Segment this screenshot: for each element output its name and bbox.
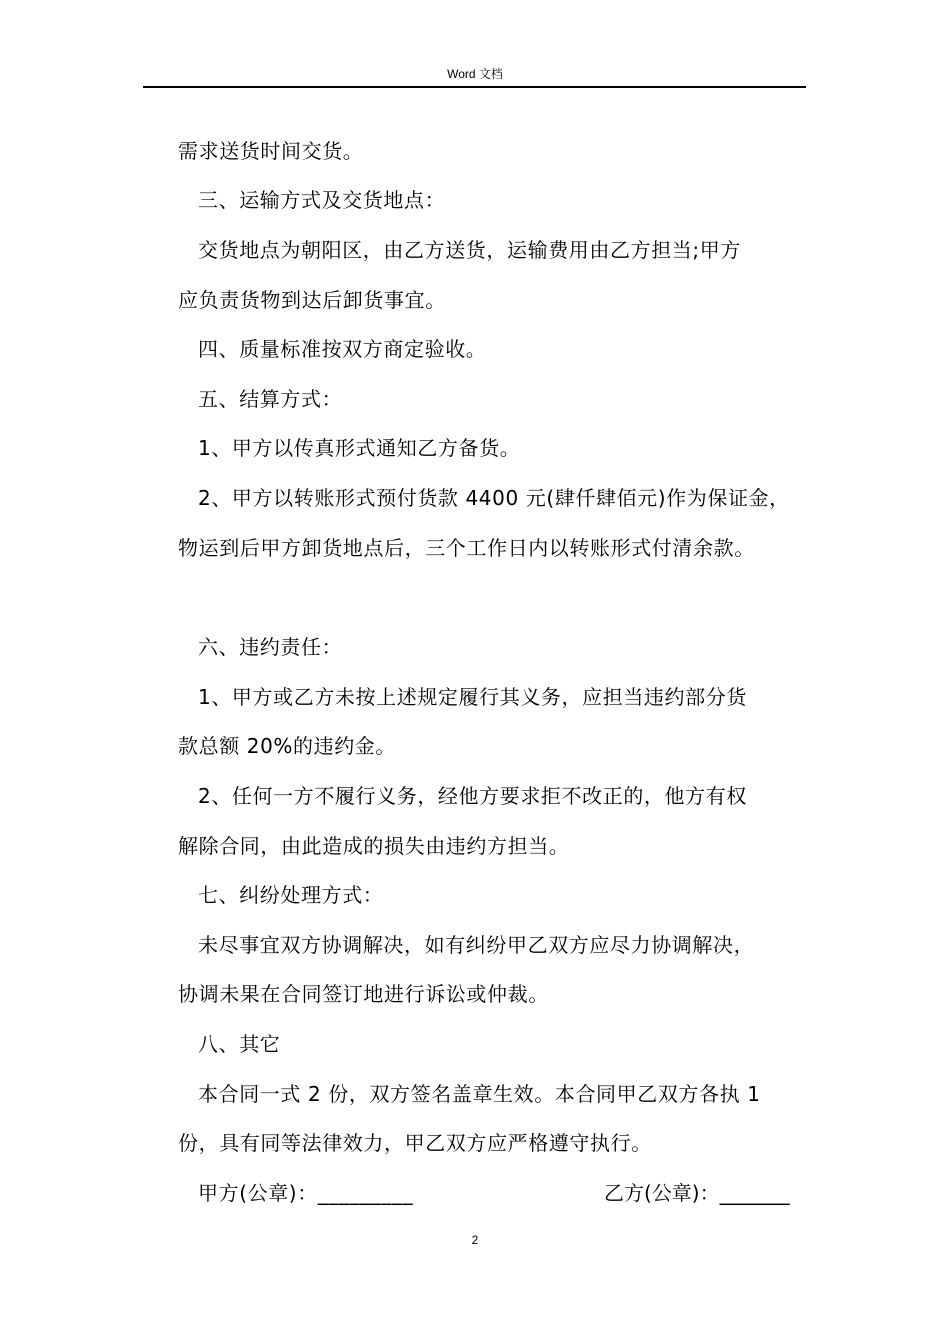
- body-line: 未尽事宜双方协调解决，如有纠纷甲乙双方应尽力协调解决，: [198, 933, 755, 957]
- body-line: 1、甲方以传真形式通知乙方备货。: [198, 436, 521, 460]
- body-line: 交货地点为朝阳区，由乙方送货，运输费用由乙方担当;甲方: [198, 238, 741, 262]
- body-line: 2、任何一方不履行义务，经他方要求拒不改正的，他方有权: [198, 784, 747, 808]
- section-heading-disputes: 七、纠纷处理方式：: [198, 883, 384, 907]
- signature-party-a: 甲方(公章)：_________: [198, 1181, 414, 1205]
- body-line: 解除合同，由此造成的损失由违约方担当。: [178, 834, 570, 858]
- body-line: 1、甲方或乙方未按上述规定履行其义务，应担当违约部分货: [198, 685, 747, 709]
- header-divider: [143, 86, 806, 88]
- section-heading-other: 八、其它: [198, 1032, 281, 1056]
- section-heading-transport: 三、运输方式及交货地点：: [198, 188, 446, 212]
- section-heading-liability: 六、违约责任：: [198, 635, 343, 659]
- body-line: 款总额 20%的违约金。: [178, 734, 397, 758]
- body-line: 协调未果在合同签订地进行诉讼或仲裁。: [178, 982, 549, 1006]
- body-line: 本合同一式 2 份，双方签名盖章生效。本合同甲乙双方各执 1: [198, 1082, 761, 1106]
- page-number: 2: [471, 1233, 479, 1247]
- section-heading-settlement: 五、结算方式：: [198, 387, 343, 411]
- page-header-title: Word 文档: [447, 67, 503, 81]
- section-heading-quality: 四、质量标准按双方商定验收。: [198, 337, 487, 361]
- body-line: 需求送货时间交货。: [178, 139, 364, 163]
- body-line: 2、甲方以转账形式预付货款 4400 元(肆仟肆佰元)作为保证金，: [198, 486, 790, 510]
- signature-party-b: 乙方(公章)：_______: [604, 1181, 790, 1205]
- body-line: 份，具有同等法律效力，甲乙双方应严格遵守执行。: [178, 1131, 652, 1155]
- body-line: 应负责货物到达后卸货事宜。: [178, 288, 446, 312]
- body-line: 物运到后甲方卸货地点后，三个工作日内以转账形式付清余款。: [178, 536, 755, 560]
